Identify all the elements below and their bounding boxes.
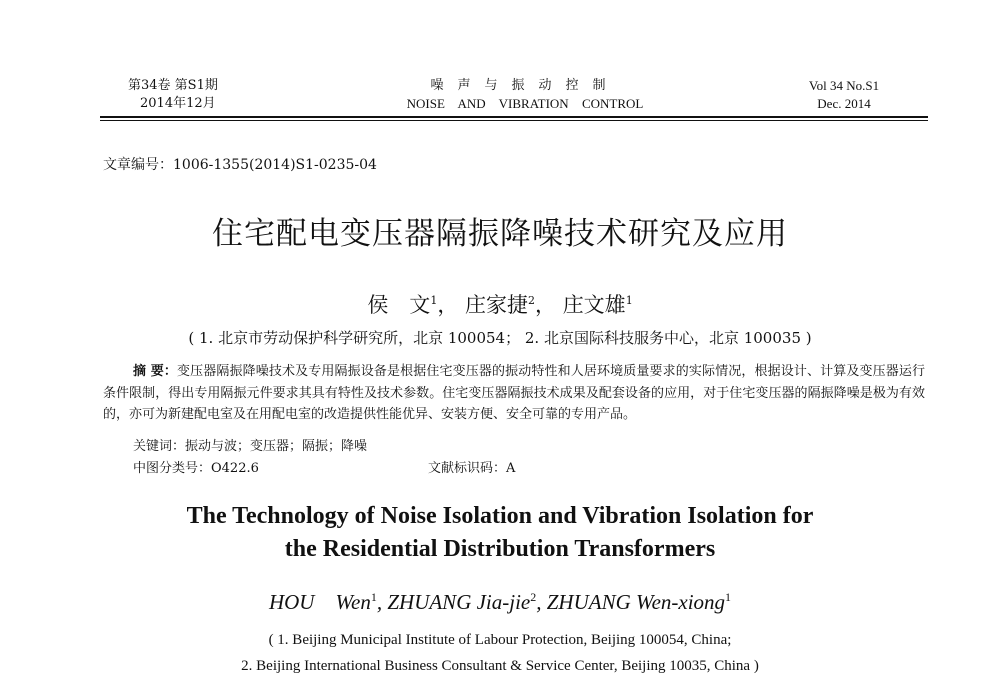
document-code: 文献标识码：A xyxy=(428,461,516,476)
author-cn-3: 庄文雄 xyxy=(562,293,626,317)
abstract-text: 变压器隔振降噪技术及专用隔振设备是根据住宅变压器的振动特性和人居环境质量要求的实际情况，根据设计、计算及变压器运行条件限制，得出专用隔振元件要求其具有特性及技术参数。住宅变压器隔振技术成果及配套设备的应用，对于住宅变压器的隔振降噪是极为有效的，亦可为新建配电室及在用配电室的改造提供性能优异、安装方便、安全可靠的专用产品。 xyxy=(103,364,925,422)
header-rule-thick xyxy=(100,116,928,118)
header-volume-en-info xyxy=(780,77,908,113)
clc-number: 中图分类号：O422.6 xyxy=(133,461,259,476)
author-en-1-sup: 1 xyxy=(370,590,377,604)
header-journal xyxy=(360,77,690,113)
title-en-line-2: the Residential Distribution Transformers xyxy=(284,536,716,562)
author-cn-3-sup: 1 xyxy=(625,294,633,307)
author-en-2: ZHUANG Jia-jie xyxy=(387,590,531,614)
author-cn-2-sep: ， xyxy=(535,293,556,317)
affiliation-en xyxy=(0,627,1000,679)
author-en-1: HOU Wen xyxy=(268,590,371,614)
author-cn-1-sup: 1 xyxy=(430,294,438,307)
abstract xyxy=(103,361,925,426)
affiliation-en-line-2: 2. Beijing International Business Consultant & Service Center, Beijing 10035, China ) xyxy=(241,658,759,674)
title-en-line-1: The Technology of Noise Isolation and Vibration Isolation for xyxy=(186,503,814,529)
header-volume-cn: 第34卷 第S1期 xyxy=(128,78,218,93)
author-en-2-sep: , xyxy=(536,590,547,614)
title-en xyxy=(0,500,1000,566)
header-journal-en: NOISE AND VIBRATION CONTROL xyxy=(406,96,644,111)
authors-en xyxy=(0,586,1000,616)
author-cn-2: 庄家捷 xyxy=(465,293,528,317)
author-cn-2-sup: 2 xyxy=(528,294,535,307)
article-number: 文章编号：1006-1355(2014)S1-0235-04 xyxy=(103,157,377,173)
author-en-3-sup: 1 xyxy=(725,590,732,604)
author-cn-1: 侯 文 xyxy=(367,293,431,317)
affiliation-cn: ( 1. 北京市劳动保护科学研究所，北京 100054； 2. 北京国际科技服务中心，北京 100035 ) xyxy=(188,329,812,347)
author-en-2-sup: 2 xyxy=(530,590,537,604)
authors-cn xyxy=(0,289,1000,319)
header-journal-cn: 噪声与振动控制 xyxy=(430,78,620,93)
author-cn-1-sep: ， xyxy=(437,293,459,317)
header-rule-thin xyxy=(100,120,928,121)
abstract-label: 摘 要： xyxy=(133,364,178,379)
keywords: 关键词：振动与波；变压器；隔振；降噪 xyxy=(133,439,368,454)
header-date-cn: 2014年12月 xyxy=(140,96,216,111)
title-cn: 住宅配电变压器隔振降噪技术研究及应用 xyxy=(212,216,788,252)
affiliation-en-line-1: ( 1. Beijing Municipal Institute of Labour Protection, Beijing 100054, China; xyxy=(268,632,732,648)
author-en-1-sep: , xyxy=(376,590,388,614)
header-date-en: Dec. 2014 xyxy=(817,96,871,111)
author-en-3: ZHUANG Wen-xiong xyxy=(546,590,726,614)
header-volume-en: Vol 34 No.S1 xyxy=(808,78,880,93)
header-volume-info xyxy=(128,77,218,113)
